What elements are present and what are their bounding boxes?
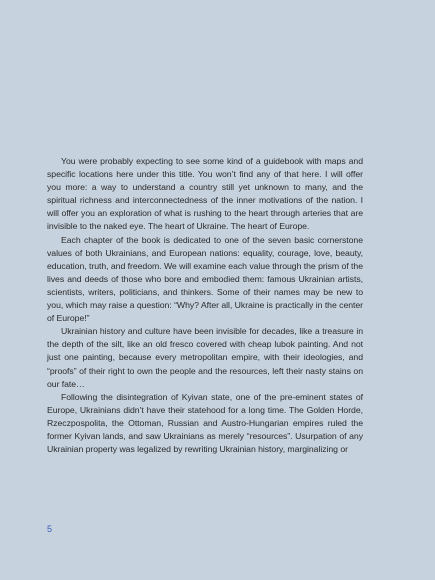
paragraph-history: Ukrainian history and culture have been invisible for decades, like a treasure in the depth of the silt, like an old fresco covered with cheap lubok painting. And not just one painting, because every metropolitan empire, with their ideologies, and “proofs” of their right to own the people and the resources, left their nasty stains on our fate… (47, 326, 363, 389)
paragraph-intro: You were probably expecting to see some kind of a guidebook with maps and specific locations here under this title. You won’t find any of that here. I will offer you more: a way to understand a country still yet unknown to many, and the spiritual richness and interconnectedness of the inner motivations of the nation. I will offer you an exploration of what is rushing to the heart through arteries that are invisible to the naked eye. The heart of Ukraine. The heart of Europe. (47, 156, 363, 232)
paragraph-values: Each chapter of the book is dedicated to one of the seven basic cornerstone values of both Ukrainians, and European nations: equality, courage, love, beauty, education, truth, and freedom. We will examine each value through the prism of the lives and deeds of those who bore and embodied them: famous Ukrainian artists, scientists, writers, politicians, and thinkers. Some of their names may be new to you, which may raise a question: “Why? After all, Ukraine is practically in the center of Europe!” (47, 234, 363, 324)
page-number: 5 (47, 524, 53, 534)
body-text (47, 155, 363, 456)
paragraph-disintegration: Following the disintegration of Kyivan state, one of the pre-eminent states of Europe, Ukrainians didn’t have their statehood for a long time. The Golden Horde, Rzeczpospolita, the Ottoman, Russian and Austro-Hungarian empires ruled the former Kyivan lands, and saw Ukrainians as merely “resources”. Usurpation of any Ukrainian property was legalized by rewriting Ukrainian history, marginalizing or (47, 391, 363, 455)
